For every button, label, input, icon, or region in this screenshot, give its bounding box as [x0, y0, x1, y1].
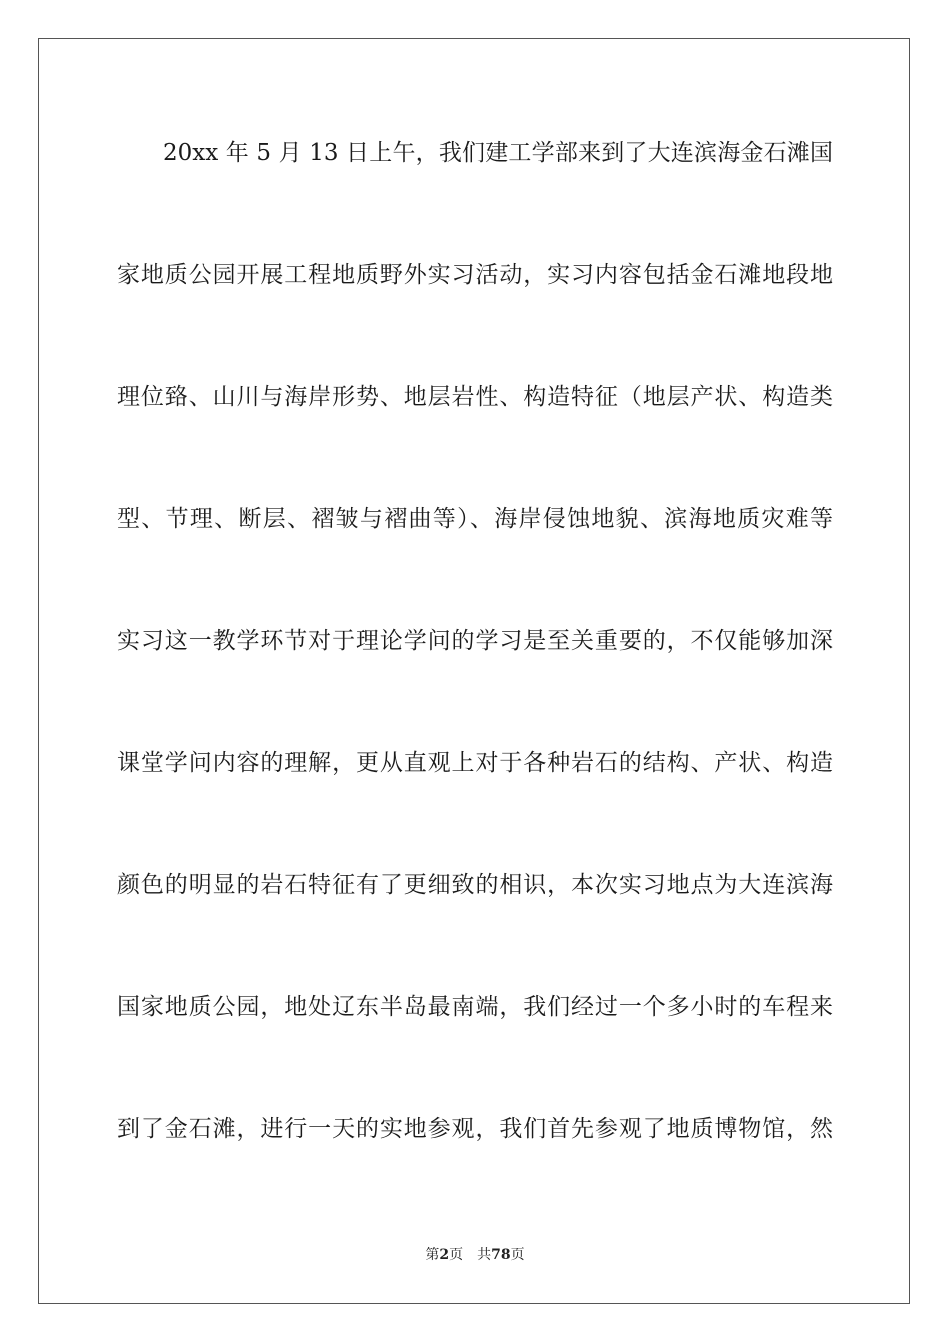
page-prefix: 第: [425, 1247, 440, 1263]
total-prefix: 共: [477, 1247, 492, 1263]
total-suffix: 页: [510, 1247, 525, 1263]
paragraph-line-4: 型、节理、断层、褶皱与褶曲等）、海岸侵蚀地貌、滨海地质灾难等: [117, 506, 833, 532]
paragraph-line-9: 到了金石滩，进行一天的实地参观，我们首先参观了地质博物馆，然: [117, 1116, 833, 1142]
paragraph-line-7: 颜色的明显的岩石特征有了更细致的相识，本次实习地点为大连滨海: [117, 872, 833, 898]
total-pages: 78: [491, 1247, 511, 1263]
paragraph-line-5: 实习这一教学环节对于理论学问的学习是至关重要的，不仅能够加深: [117, 628, 833, 654]
paragraph-line-2: 家地质公园开展工程地质野外实习活动，实习内容包括金石滩地段地: [117, 262, 833, 288]
page-suffix: 页: [449, 1247, 464, 1263]
paragraph-line-8: 国家地质公园，地处辽东半岛最南端，我们经过一个多小时的车程来: [117, 994, 833, 1020]
page-number: 2: [439, 1247, 450, 1263]
paragraph-line-1: 20xx 年 5 月 13 日上午，我们建工学部来到了大连滨海金石滩国: [163, 140, 833, 166]
paragraph-line-3: 理位臵、山川与海岸形势、地层岩性、构造特征（地层产状、构造类: [117, 384, 833, 410]
paragraph-line-6: 课堂学问内容的理解，更从直观上对于各种岩石的结构、产状、构造: [117, 750, 833, 776]
page-footer: [0, 1246, 950, 1264]
